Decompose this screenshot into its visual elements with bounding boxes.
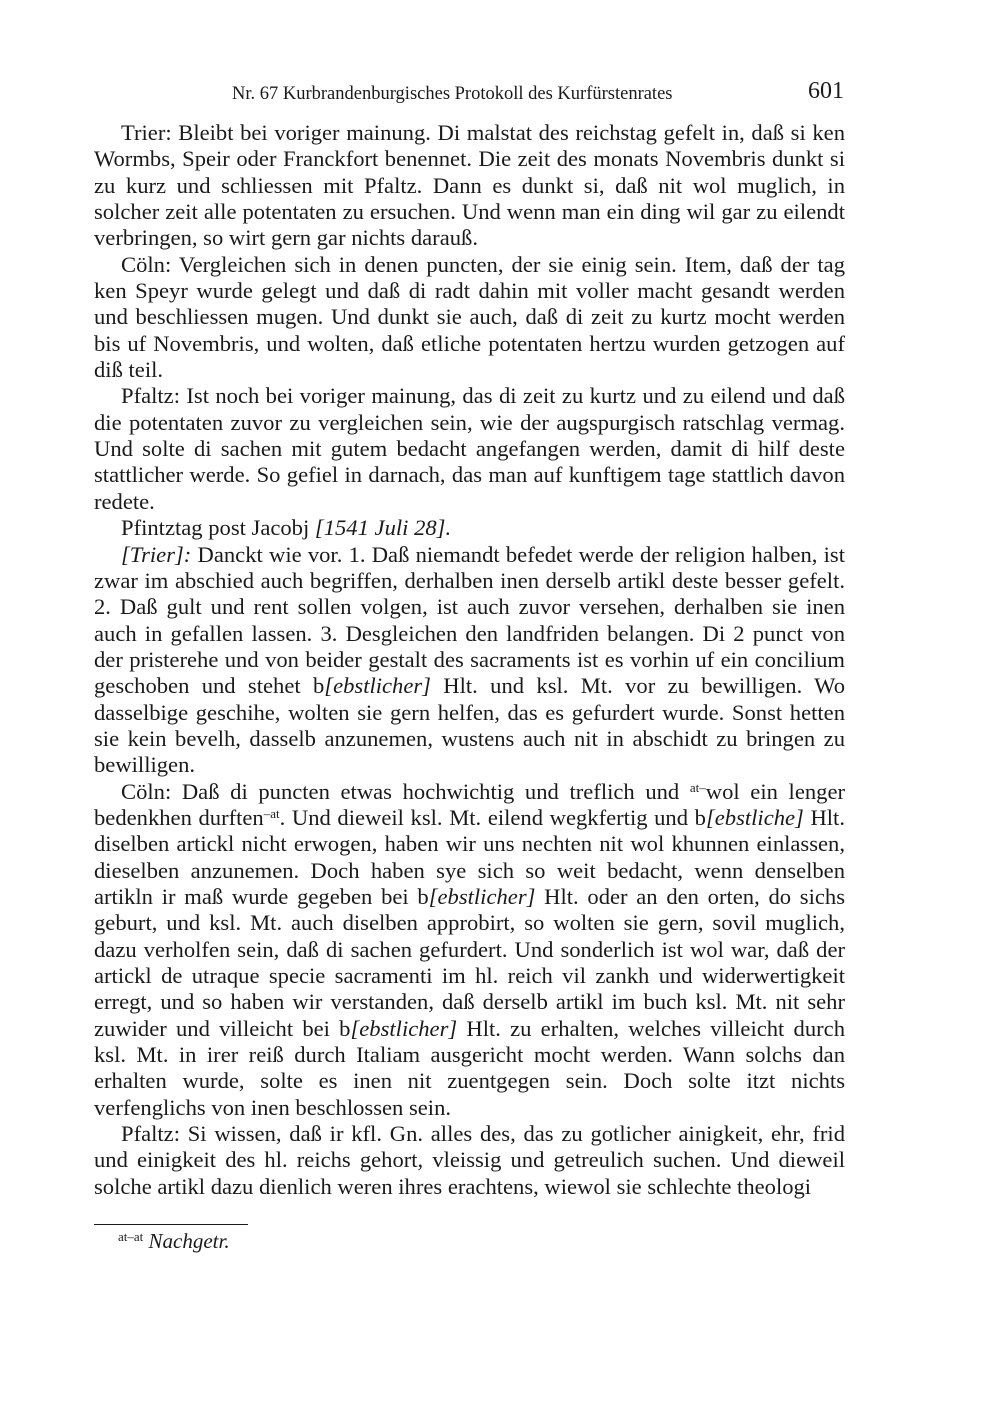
- text-span: Cöln: Daß di puncten etwas hochwichtig und treflich und: [121, 778, 690, 804]
- text-span: Hlt. und ksl. Mt. vor zu bewilligen. Wo dasselbige geschihe, wolten sie gern helfen, das es gefurdert wurde. Sonst hetten sie kein bevelh, dasselb anzunemen, wustens auch nit in abschidt zu bringen zu bewilligen.: [94, 673, 845, 778]
- footnote: [118, 1228, 230, 1254]
- text-span: . Und dieweil ksl. Mt. eilend wegkfertig und b: [279, 804, 706, 830]
- speaker-editorial: [Trier]:: [121, 541, 192, 567]
- paragraph-pfaltz-1: Pfaltz: Ist noch bei voriger mainung, das di zeit zu kurtz und zu eilend und daß die potentaten zuvor zu vergleichen sein, wie der augspurgisch ratschlag vermag. Und solte di sachen mit gutem bedacht angefangen werden, damit di hilf deste stattlicher werde. So gefiel in darnach, das man auf kunftigem tage stattlich davon redete.: [94, 383, 845, 514]
- footnote-marker-start: at–: [689, 779, 706, 795]
- main-text: [94, 120, 845, 1200]
- footnote-divider: [94, 1224, 248, 1225]
- paragraph-trier-2: [94, 542, 845, 779]
- editorial-insert: [ebstlicher]: [324, 673, 431, 699]
- running-header: [96, 74, 844, 110]
- text-span: Danckt wie vor. 1. Daß niemandt befedet werde der religion halben, ist zwar im abschied auch begriffen, derhalben inen derselb artikl deste besser gefelt. 2. Daß gult und rent sollen volgen, ist auch zuvor versehen, derhalben sie inen auch in gefallen lassen. 3. Desgleichen den landfriden belangen. Di 2 punct von der pristerehe und von beider gestalt des sacraments ist es vorhin uf ein concilium geschoben und stehet b: [94, 541, 845, 699]
- editorial-insert: [ebstlicher]: [428, 883, 536, 909]
- date-heading-text: Pfintztag post Jacobj: [121, 515, 315, 541]
- date-heading: [94, 515, 845, 541]
- paragraph-coeln-1: Cöln: Vergleichen sich in denen puncten, der sie einig sein. Item, daß der tag ken Speyr wurde gelegt und daß di radt dahin mit voller macht gesandt werden und beschliessen mugen. Und dunkt sie auch, daß di zeit zu kurtz mocht werden bis uf Novembris, und wolten, daß etliche potentaten hertzu wurden getzogen auf diß teil.: [94, 251, 845, 383]
- paragraph-coeln-2: [94, 779, 845, 1121]
- text-span: Hlt. diselben artickl nicht erwogen, haben wir uns nechten nit wol khunnen einlassen, dieselben anzunemen. Doch haben sye sich so weit bedacht, wenn denselben artikln ir maß wurde gegeben bei b: [94, 804, 845, 909]
- date-heading-editorial: [1541 Juli 28].: [314, 515, 452, 541]
- page-number: 601: [808, 78, 844, 104]
- footnote-text: Nachgetr.: [148, 1229, 230, 1253]
- paragraph-pfaltz-2: Pfaltz: Si wissen, daß ir kfl. Gn. alles des, das zu gotlicher ainigkeit, ehr, frid und einigkeit des hl. reichs gehort, vleissig und getreulich suchen. Und dieweil solche artikl dazu dienlich weren ihres erachtens, wiewol sie schlechte theologi: [94, 1121, 845, 1199]
- text-span: Hlt. oder an den orten, do sichs geburt, und ksl. Mt. auch diselben approbirt, so wolten sie gern, sovil muglich, dazu verholfen sein, daß di sachen gefurdert. Und sonderlich ist wol war, daß der artickl de utraque specie sacramenti im hl. reich vil zankh und widerwertigkeit erregt, und so haben wir verstanden, daß derselb artikl im buch ksl. Mt. nit sehr zuwider und villeicht bei b: [94, 883, 845, 1041]
- footnote-marker-end: –at: [263, 805, 280, 821]
- footnote-marker: at–at: [118, 1229, 144, 1244]
- header-title: Nr. 67 Kurbrandenburgisches Protokoll des Kurfürstenrates: [232, 84, 673, 104]
- paragraph-trier-1: Trier: Bleibt bei voriger mainung. Di malstat des reichstag gefelt in, daß si ken Wormbs, Speir oder Franckfort benennet. Die zeit des monats Novembris dunkt si zu kurz und schliessen mit Pfaltz. Dann es dunkt si, daß nit wol muglich, in solcher zeit alle potentaten zu ersuchen. Und wenn man ein ding wil gar zu eilendt verbringen, so wirt gern gar nichts darauß.: [94, 120, 845, 251]
- editorial-insert: [ebstlicher]: [350, 1015, 458, 1041]
- text-span: Hlt. zu erhalten, welches villeicht durch ksl. Mt. in irer reiß durch Italiam ausgericht mocht werden. Wann solchs dan erhalten wurde, solte es inen nit zuentgegen sein. Doch solte itzt nichts verfenglichs von inen beschlossen sein.: [94, 1015, 845, 1120]
- editorial-insert: [ebstliche]: [705, 804, 804, 830]
- text-span: wol ein lenger bedenkhen durften: [94, 778, 845, 830]
